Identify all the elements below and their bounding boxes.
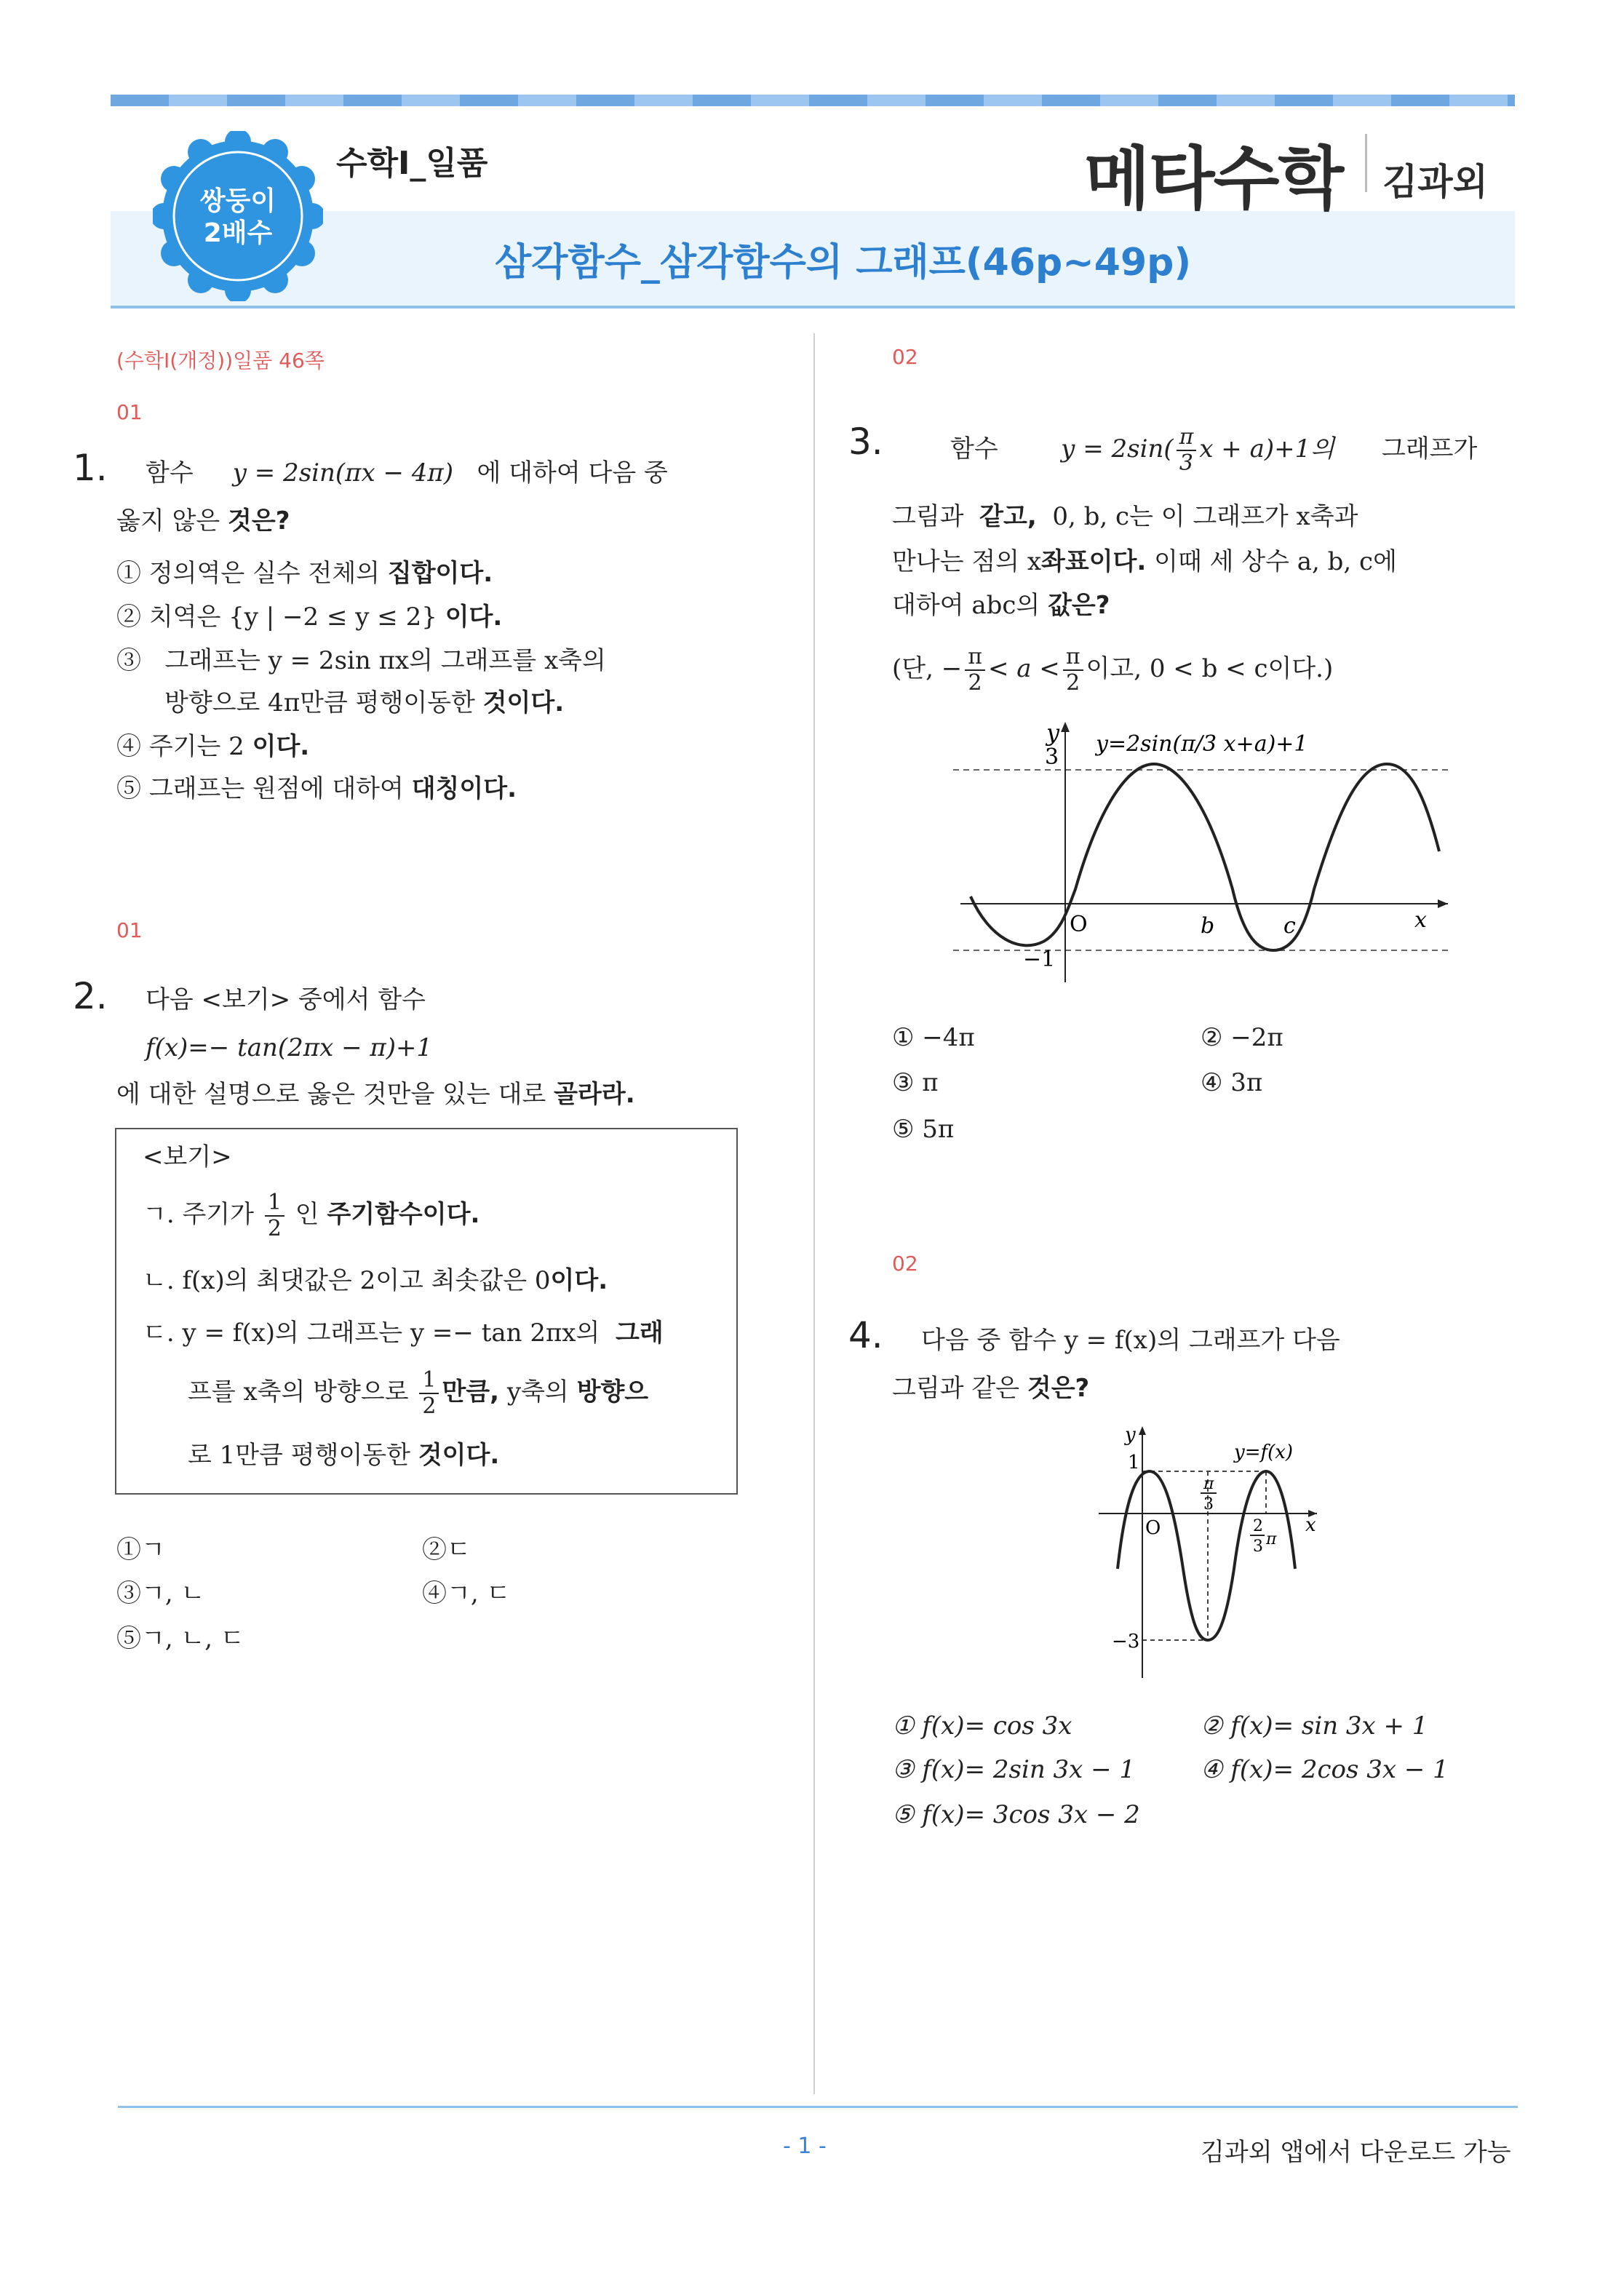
q4-2pi3-num: 2	[1253, 1517, 1263, 1535]
q4-origin-label: O	[1145, 1517, 1161, 1539]
q4-choice-2[interactable]: ② f(x)= sin 3x + 1	[1201, 1711, 1428, 1741]
bogi-item-c: ㄷ. y = f(x)의 그래프는 y =− tan 2πx의 그래	[143, 1318, 664, 1348]
q1-choice-5[interactable]: ⑤ 그래프는 원점에 대하여 대칭이다.	[116, 774, 517, 803]
q1-stem: 함수 y = 2sin(πx − 4π) 에 대하여 다음 중	[146, 458, 668, 488]
footer-line	[118, 2106, 1518, 2108]
q2-number: 2.	[73, 975, 108, 1017]
q4-y-arrow	[1139, 1426, 1146, 1435]
title-underline	[111, 306, 1515, 309]
q1-number: 1.	[73, 447, 108, 489]
badge-line2: 2배수	[203, 218, 273, 248]
q2-answer-3[interactable]: ③ㄱ, ㄴ	[116, 1579, 205, 1608]
q2-answer-2[interactable]: ②ㄷ	[422, 1535, 471, 1564]
q4-stem: 다음 중 함수 y = f(x)의 그래프가 다음	[921, 1326, 1340, 1355]
q4-func-label: y=f(x)	[1234, 1441, 1294, 1463]
q4-stem-line2: 그림과 같은 것은?	[892, 1374, 1090, 1403]
q1-stem-line2: 옳지 않은 것은?	[116, 506, 290, 536]
q1-choice-4[interactable]: ④ 주기는 2 이다.	[116, 732, 310, 761]
q4-number: 4.	[848, 1314, 883, 1356]
q1-choice-3-cont: 방향으로 4π만큼 평행이동한 것이다.	[164, 688, 565, 717]
q4-x-label: x	[1305, 1514, 1316, 1536]
q4-2pi3-pi: π	[1266, 1530, 1277, 1548]
q3-origin-label: O	[1070, 912, 1088, 937]
q4-choice-5[interactable]: ⑤ f(x)= 3cos 3x − 2	[892, 1800, 1140, 1829]
q4-level: 02	[892, 1252, 918, 1276]
q3-level: 02	[892, 345, 918, 369]
q2-stem: 다음 <보기> 중에서 함수	[146, 985, 426, 1014]
q4-y-label: y	[1125, 1424, 1136, 1446]
q4-pi3-den: 3	[1203, 1495, 1214, 1514]
q1-choice-3[interactable]: ③ 그래프는 y = 2sin πx의 그래프를 x축의	[116, 646, 606, 675]
q2-level: 01	[116, 918, 143, 942]
q4-2pi3-den: 3	[1253, 1538, 1263, 1556]
q2-answer-1[interactable]: ①ㄱ	[116, 1535, 165, 1564]
q3-c-label: c	[1283, 913, 1296, 939]
q3-func-label: y=2sin(π/3 x+a)+1	[1096, 731, 1308, 757]
q3-stem: 함수 y = 2sin( $\frac{\pi}{3}$ x + a)+1의 그래프가	[950, 424, 1478, 476]
subject-label: 수학Ⅰ_일품	[336, 145, 488, 182]
q3-y-arrow	[1061, 722, 1070, 732]
q4-choice-1[interactable]: ① f(x)= cos 3x	[892, 1711, 1072, 1741]
q3-line4: 대하여 abc의 값은?	[892, 591, 1110, 620]
q1-level: 01	[116, 400, 143, 424]
q2-answer-4[interactable]: ④ㄱ, ㄷ	[422, 1579, 511, 1608]
q3-condition: (단, − $\frac{\pi}{2}$ < a < $\frac{\pi}{2}$ 이고, 0 < b < c이다.)	[892, 644, 1334, 696]
q3-choice-3[interactable]: ③ π	[892, 1068, 939, 1097]
q4-choice-3[interactable]: ③ f(x)= 2sin 3x − 1	[892, 1755, 1136, 1784]
q4-choice-4[interactable]: ④ f(x)= 2cos 3x − 1	[1201, 1755, 1449, 1784]
q3-ymin-label: −1	[1023, 947, 1056, 972]
q3-graph	[953, 720, 1455, 990]
q4-one-label: 1	[1128, 1452, 1140, 1473]
page-number: - 1 -	[783, 2133, 827, 2159]
q3-line2: 그림과 같고, 0, b, c는 이 그래프가 x축과	[892, 502, 1358, 531]
q2-function: f(x)=− tan(2πx − π)+1	[146, 1033, 433, 1062]
column-divider	[813, 333, 815, 2094]
q4-minus3-label: −3	[1112, 1631, 1140, 1652]
logo-sub: 김과외	[1382, 161, 1488, 203]
q2-answer-5[interactable]: ⑤ㄱ, ㄴ, ㄷ	[116, 1624, 244, 1653]
q3-line3: 만나는 점의 x좌표이다. 이때 세 상수 a, b, c에	[892, 547, 1397, 576]
q2-stem-line3: 에 대한 설명으로 옳은 것만을 있는 대로 골라라.	[116, 1080, 635, 1109]
logo-main: 메타수학	[1084, 140, 1343, 219]
bogi-title: <보기>	[143, 1142, 232, 1172]
q3-choice-1[interactable]: ① −4π	[892, 1023, 975, 1052]
badge-icon	[153, 131, 323, 301]
bogi-item-c-line3: 로 1만큼 평행이동한 것이다.	[188, 1441, 500, 1470]
q1-choice-2[interactable]: ② 치역은 {y | −2 ≤ y ≤ 2} 이다.	[116, 602, 503, 632]
bogi-item-b: ㄴ. f(x)의 최댓값은 2이고 최솟값은 0이다.	[143, 1266, 608, 1295]
bogi-item-c-line2: 프를 x축의 방향으로 $\frac{1}{2}$ 만큼, y축의 방향으	[188, 1367, 649, 1419]
q3-choice-4[interactable]: ④ 3π	[1201, 1068, 1263, 1097]
q3-number: 3.	[848, 421, 883, 463]
header-top-band	[111, 95, 1515, 106]
q4-pi3-num: π	[1203, 1475, 1214, 1493]
page-title: 삼각함수_삼각함수의 그래프(46p~49p)	[495, 241, 1192, 285]
q3-b-label: b	[1201, 913, 1215, 939]
footer-note: 김과외 앱에서 다운로드 가능	[1201, 2138, 1511, 2167]
q3-choice-5[interactable]: ⑤ 5π	[892, 1115, 955, 1144]
source-label: (수학Ⅰ(개정))일품 46쪽	[116, 349, 325, 373]
logo-divider	[1365, 134, 1367, 192]
q1-choice-1[interactable]: ① 정의역은 실수 전체의 집합이다.	[116, 559, 493, 588]
q3-x-label: x	[1414, 907, 1427, 933]
q3-y-label: y	[1046, 720, 1060, 747]
badge-line1: 쌍둥이	[199, 186, 276, 216]
bogi-item-a: ㄱ. 주기가 $\frac{1}{2}$ 인 주기함수이다.	[143, 1190, 480, 1241]
q3-choice-2[interactable]: ② −2π	[1201, 1023, 1283, 1052]
q3-ymax-label: 3	[1045, 744, 1059, 770]
q4-graph	[1099, 1423, 1332, 1685]
q3-x-arrow	[1438, 899, 1448, 908]
